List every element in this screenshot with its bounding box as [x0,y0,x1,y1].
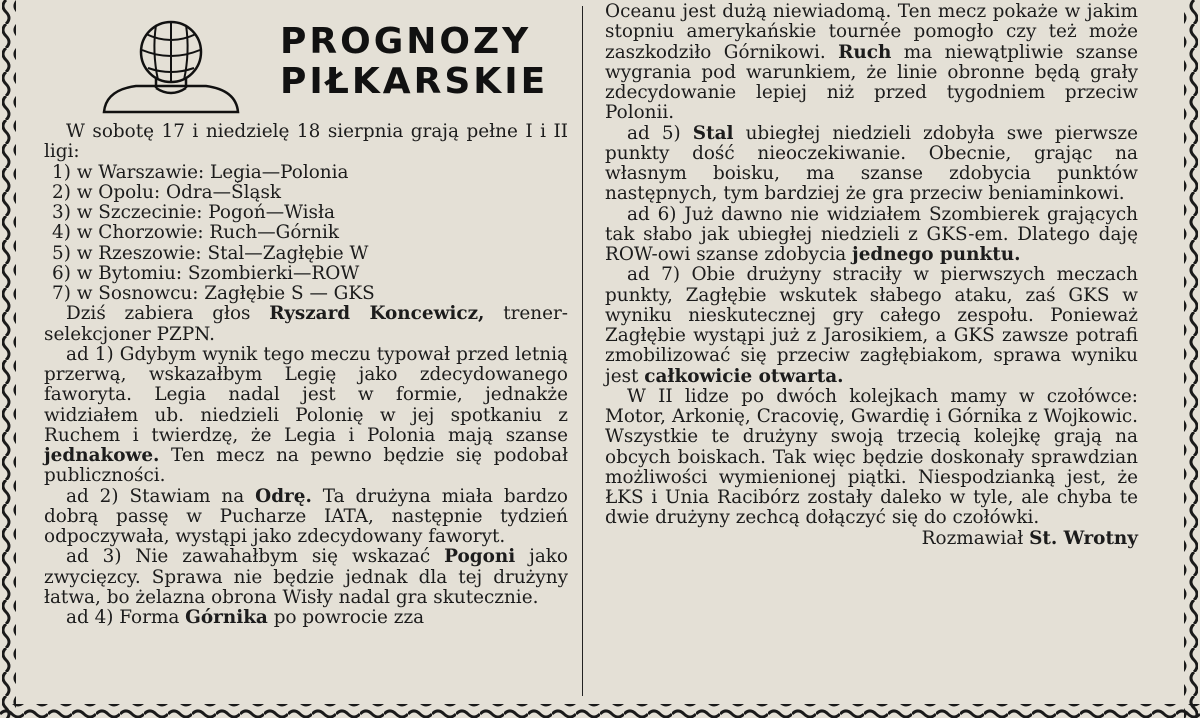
fixture-list [44,163,568,305]
second-league-paragraph: W II lidze po dwóch kolejkach mamy w czołówce: Motor, Arkonię, Cracovię, Gwardię i Górnika z Wojkowic. Wszystkie te drużyny swoją trzecią kolejkę grają na obcych boiskach. Tak więc będzie doskonały sprawdzian możliwości wymienionej piątki. Niespodzianką jest, że ŁKS i Unia Racibórz zostały daleko w tyle, ale chyba te dwie drużyny zechcą dołączyć się do czołówki. [605,385,1138,529]
byline-author: St. Wrotny [1029,527,1138,549]
intro-paragraph: W sobotę 17 i niedzielę 18 sierpnia grają pełne I i II ligi: [44,121,568,163]
ad6-pick: jednego punktu. [852,244,1021,265]
headline-line2: PIŁKARSKIE [280,61,549,102]
ad4-pick: Górnika [185,607,268,628]
speaker-name: Ryszard Koncewicz, [269,303,485,325]
fixture-item: 5) w Rzeszowie: Stal—Zagłębie W [52,242,369,264]
prediction-ad4-continued [605,2,1138,124]
football-head-icon [96,16,246,116]
speaker-intro: Dziś zabiera głos [66,303,270,325]
ad5-text-end: ubiegłej niedzieli zdobyła swe pierwsze punkty dość nieoczekiwanie. Obecnie, grając na własnym boisku, ma szanse zdobycia punktów następnych, tym bardziej że gra przeciw beniaminkowi. [605,122,1138,205]
fixture-item: 4) w Chorzowie: Ruch—Górnik [52,222,340,244]
prediction-ad6 [605,205,1138,266]
ad4-cont-team: Ruch [838,41,892,63]
headline [280,22,548,102]
speaker-role: trener-selekcjoner PZPN. [44,303,568,345]
ad5-text: ad 5) [627,122,693,144]
byline-label: Rozmawiał [921,527,1030,549]
ad1-text-end: Ten mecz na pewno będzie się podobał publiczności. [44,445,568,487]
speaker-paragraph [44,304,568,345]
fixture-item: 7) w Sosnowcu: Zagłębie S — GKS [52,283,375,304]
ad5-pick: Stal [692,122,734,144]
ad3-pick: Pogoni [444,546,516,568]
fixture-item: 3) w Szczecinie: Pogoń—Wisła [52,202,335,223]
ad3-text: ad 3) Nie zawahałbym się wskazać [66,546,445,568]
prediction-ad2 [44,487,568,548]
ad1-pick: jednakowe. [44,445,160,466]
ad6-text: ad 6) Już dawno nie widziałem Szombierek grających tak słabo jak ubiegłej niedzieli z GKS-em. Dlatego daję ROW-owi szanse zdobycia [605,203,1138,265]
ad4-cont-text: Oceanu jest dużą niewiadomą. Ten mecz pokaże w jakim stopniu amerykańskie tournée pomogło czy też może zaszkodziło Górnikowi. [605,1,1138,63]
byline [605,529,1138,549]
ad7-pick: całkowicie otwarta. [644,365,844,387]
prediction-ad5 [605,124,1138,205]
prediction-ad4 [44,608,568,628]
left-column [44,122,568,628]
ad7-text: ad 7) Obie drużyny straciły w pierwszych meczach punkty, Zagłębie wskutek słabego ataku, zaś GKS w wyniku nieskutecznej gry całego zespołu. Ponieważ Zagłębie wystąpi już z Jarosikiem, a GKS zawsze potrafi zmobilizować się przeciw zagłębiakom, sprawa wyniku jest [605,264,1138,387]
ad1-text: ad 1) Gdybym wynik tego meczu typował przed letnią przerwą, wskazałbym Legię jako zdecydowanego faworyta. Legia nadal jest w formie, jednakże widziałem ub. niedzieli Polonię w jej spotkaniu z Ruchem i twierdzę, że Legia i Polonia mają szanse [44,343,568,446]
column-divider [582,6,583,696]
ad4-cont-text-end: ma niewątpliwie szanse wygrania pod warunkiem, że linie obronne będą grały zdecydowanie lepiej niż przed tygodniem przeciw Polonii. [605,41,1138,124]
ad4-text: ad 4) Forma [66,607,186,628]
prediction-ad7 [605,265,1138,387]
right-column [605,2,1138,549]
ad2-text: ad 2) Stawiam na [66,485,256,507]
prediction-ad1 [44,345,568,487]
fixture-item: 2) w Opolu: Odra—Śląsk [52,181,282,203]
ad2-text-end: Ta drużyna miała bardzo dobrą passę w Pucharze IATA, następnie tydzień odpoczywała, wystąpi jako zdecydowany faworyt. [44,485,568,547]
fixture-item: 6) w Bytomiu: Szombierki—ROW [52,262,360,284]
headline-line1: PROGNOZY [280,21,532,62]
ad4-text-end: po powrocie zza [267,607,425,628]
ad2-pick: Odrę. [255,485,312,507]
ad3-text-end: jako zwycięzcy. Sprawa nie będzie jednak dla tej drużyny łatwa, bo żelazna obrona Wisły nadal gra skutecznie. [44,546,568,608]
prediction-ad3 [44,547,568,608]
fixture-item: 1) w Warszawie: Legia—Polonia [52,161,349,183]
